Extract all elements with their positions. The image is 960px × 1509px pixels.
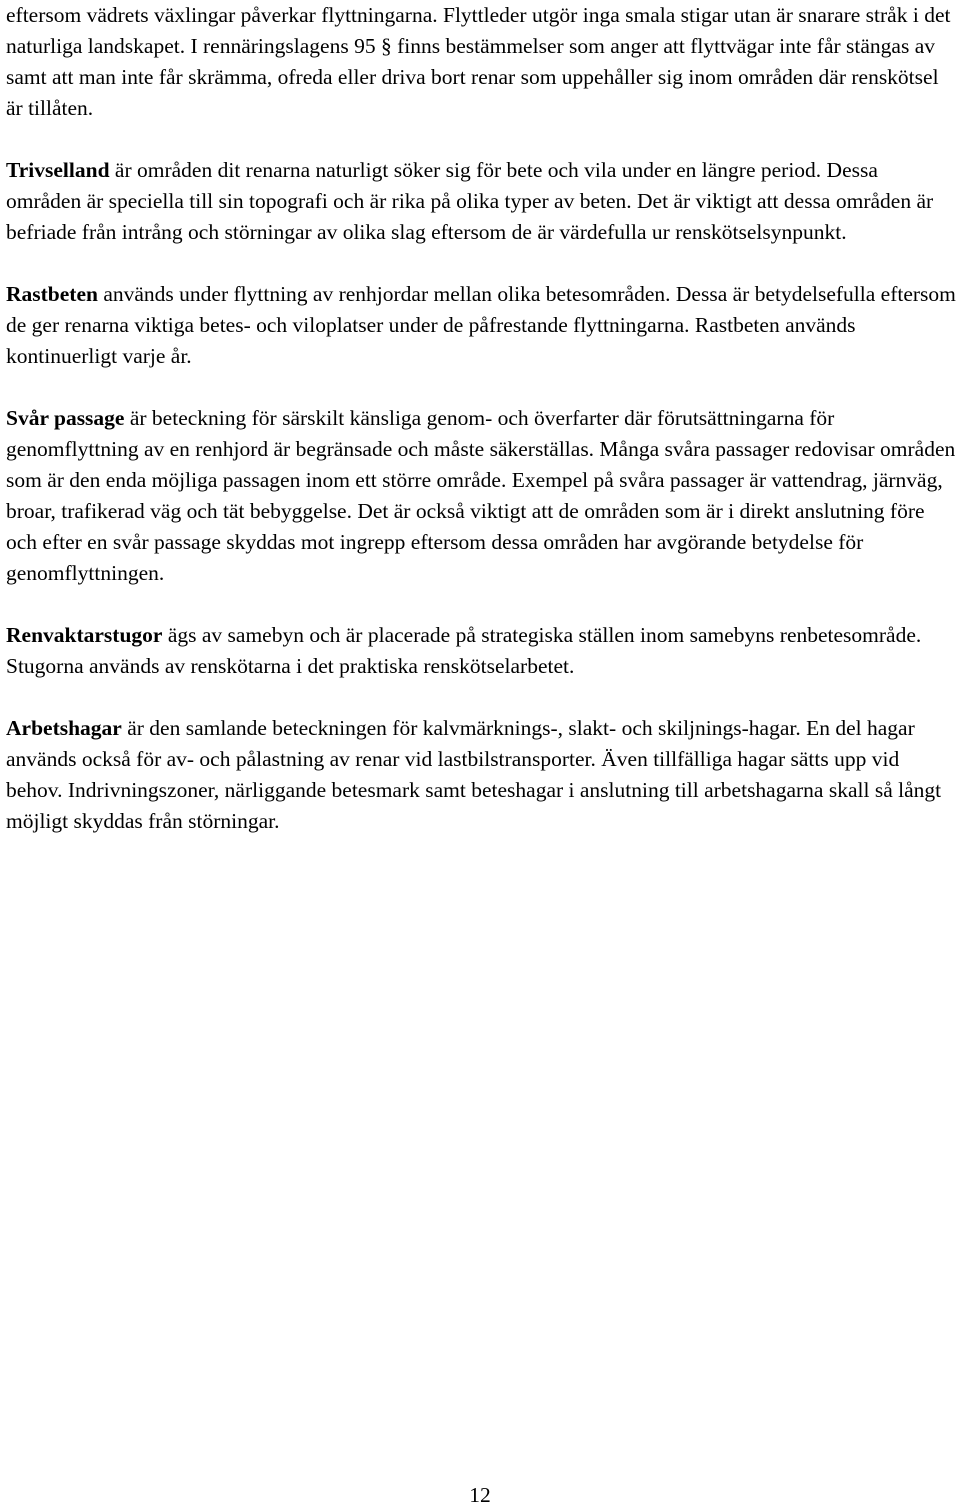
paragraph-text: är beteckning för särskilt känsliga genom- och överfarter där förutsättningarna för genomflyttning av en renhjord är begränsade och måste säkerställas. Många svåra passager redovisar områden som är den enda möjliga passagen inom ett större område. Exempel på svåra passager är vattendrag, järnväg, broar, trafikerad väg och tät bebyggelse. Det är också viktigt att de områden som är i direkt anslutning före och efter en svår passage skyddas mot ingrepp eftersom dessa områden har avgörande betydelse för genomflyttningen. (6, 406, 956, 585)
paragraph-svar-passage (6, 403, 956, 589)
term-rastbeten: Rastbeten (6, 282, 98, 306)
term-trivselland: Trivselland (6, 158, 110, 182)
term-renvaktarstugor: Renvaktarstugor (6, 623, 163, 647)
paragraph-text: eftersom vädrets växlingar påverkar flyttningarna. Flyttleder utgör inga smala stigar utan är snarare stråk i det naturliga landskapet. I rennäringslagens 95 § finns bestämmelser som anger att flyttvägar inte får stängas av samt att man inte får skrämma, ofreda eller driva bort renar som uppehåller sig inom områden där renskötsel är tillåten. (6, 3, 951, 120)
paragraph-rastbeten (6, 279, 956, 372)
paragraph-renvaktarstugor (6, 620, 956, 682)
term-arbetshagar: Arbetshagar (6, 716, 122, 740)
term-svar-passage: Svår passage (6, 406, 125, 430)
page-number: 12 (469, 1483, 491, 1507)
paragraph-text: är den samlande beteckningen för kalvmärknings-, slakt- och skiljnings-hagar. En del hagar används också för av- och pålastning av renar vid lastbilstransporter. Även tillfälliga hagar sätts upp vid behov. Indrivningszoner, närliggande betesmark samt beteshagar i anslutning till arbetshagarna skall så långt möjligt skyddas från störningar. (6, 716, 942, 833)
paragraph-flyttleder (6, 0, 956, 124)
paragraph-trivselland (6, 155, 956, 248)
paragraph-arbetshagar (6, 713, 956, 837)
paragraph-text: används under flyttning av renhjordar mellan olika betesområden. Dessa är betydelsefulla eftersom de ger renarna viktiga betes- och viloplatser under de påfrestande flyttningarna. Rastbeten används kontinuerligt varje år. (6, 282, 956, 368)
document-page (6, 0, 956, 837)
paragraph-text: är områden dit renarna naturligt söker sig för bete och vila under en längre period. Dessa områden är speciella till sin topografi och är rika på olika typer av beten. Det är viktigt att dessa områden är befriade från intrång och störningar av olika slag eftersom de är värdefulla ur renskötselsynpunkt. (6, 158, 934, 244)
paragraph-text: ägs av samebyn och är placerade på strategiska ställen inom samebyns renbetesområde. Stugorna används av renskötarna i det praktiska renskötselarbetet. (6, 623, 922, 678)
